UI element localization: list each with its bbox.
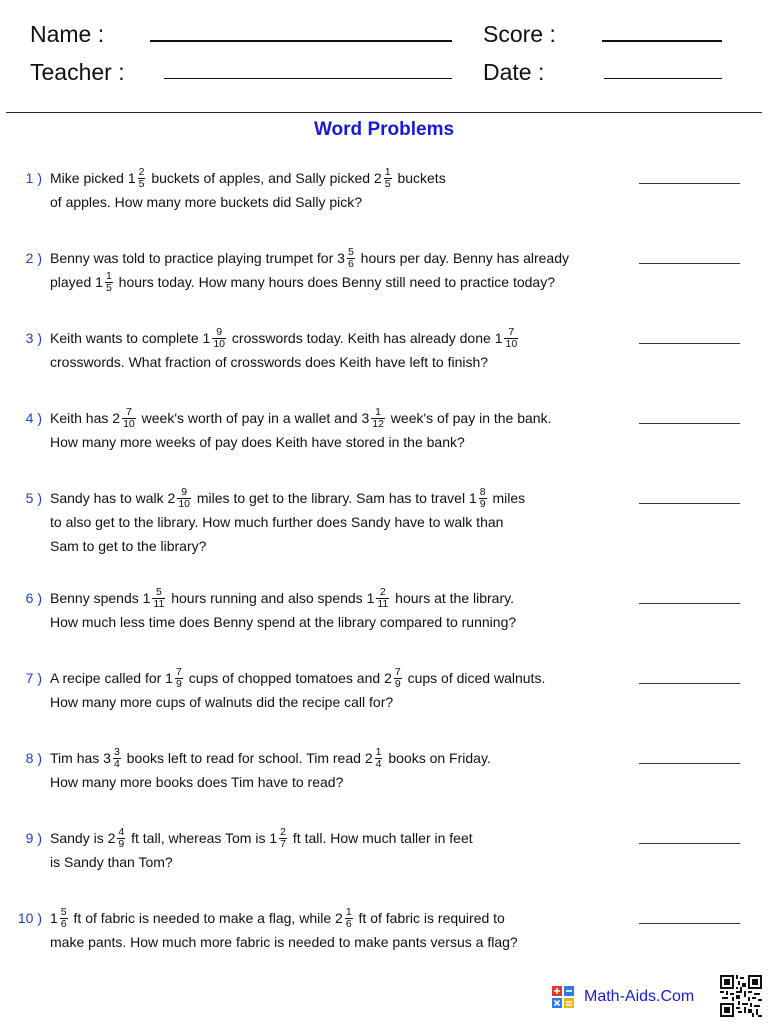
denominator: 5 <box>384 177 391 190</box>
mixed-number <box>469 486 489 511</box>
answer-blank[interactable] <box>639 183 740 184</box>
problem-line <box>50 690 610 714</box>
fraction <box>504 327 518 350</box>
mixed-number <box>384 666 404 691</box>
mixed-number <box>335 906 355 931</box>
numerator: 1 <box>375 745 382 758</box>
score-label: Score : <box>483 21 556 47</box>
answer-blank[interactable] <box>639 503 740 504</box>
denominator: 9 <box>479 497 486 510</box>
whole-part: 3 <box>103 750 111 766</box>
problem-line <box>50 906 610 930</box>
text-segment: hours at the library. <box>391 590 514 606</box>
fraction <box>394 667 402 690</box>
fraction <box>375 747 383 770</box>
fraction <box>384 167 392 190</box>
mixed-number <box>50 906 70 931</box>
score-field-line[interactable] <box>602 40 722 42</box>
denominator: 9 <box>118 837 125 850</box>
denominator: 4 <box>375 757 382 770</box>
problem-number: 3 ) <box>25 330 42 346</box>
fraction <box>279 827 287 850</box>
fraction <box>345 907 353 930</box>
problem-line <box>50 326 610 350</box>
numerator: 7 <box>394 665 401 678</box>
problem-text <box>50 906 610 954</box>
numerator: 1 <box>105 269 112 282</box>
whole-part: 2 <box>335 910 343 926</box>
text-segment: miles <box>488 490 526 506</box>
problem-number: 5 ) <box>25 490 42 506</box>
text-segment: ft tall, whereas Tom is <box>127 830 270 846</box>
denominator: 12 <box>372 417 384 430</box>
answer-blank[interactable] <box>639 843 740 844</box>
answer-blank[interactable] <box>639 603 740 604</box>
mixed-number <box>128 166 148 191</box>
fraction <box>113 747 121 770</box>
text-segment: Sam to get to the library? <box>50 538 207 554</box>
denominator: 11 <box>153 597 165 610</box>
numerator: 1 <box>384 165 391 178</box>
problem-text <box>50 586 610 634</box>
text-segment: hours running and also spends <box>167 590 367 606</box>
text-segment: crosswords today. Keith has already done <box>228 330 495 346</box>
problem-line <box>50 270 610 294</box>
numerator: 5 <box>347 245 354 258</box>
text-segment: Benny spends <box>50 590 143 606</box>
text-segment: is Sandy than Tom? <box>50 854 173 870</box>
numerator: 5 <box>60 905 67 918</box>
teacher-field-line[interactable] <box>164 78 452 79</box>
problem-text <box>50 326 610 374</box>
problem-text <box>50 166 610 214</box>
problem-number: 9 ) <box>25 830 42 846</box>
mixed-number <box>337 246 357 271</box>
denominator: 7 <box>280 837 287 850</box>
fraction <box>138 167 146 190</box>
whole-part: 1 <box>366 590 375 606</box>
answer-blank[interactable] <box>639 763 740 764</box>
denominator: 6 <box>347 257 354 270</box>
fraction <box>152 587 165 610</box>
numerator: 3 <box>113 745 120 758</box>
problem-text <box>50 746 610 794</box>
denominator: 10 <box>213 337 226 350</box>
whole-part: 2 <box>167 490 176 506</box>
problem-line <box>50 666 610 690</box>
whole-part: 2 <box>384 670 392 686</box>
fraction <box>371 407 385 430</box>
text-segment: How many more cups of walnuts did the recipe call for? <box>50 694 394 710</box>
name-field-line[interactable] <box>150 40 452 42</box>
problem-line <box>50 826 610 850</box>
mixed-number <box>112 406 137 431</box>
date-field-line[interactable] <box>604 78 722 79</box>
problem-line <box>50 430 610 454</box>
worksheet-title: Word Problems <box>313 119 455 140</box>
mixed-number <box>495 326 520 351</box>
whole-part: 1 <box>50 910 58 926</box>
mixed-number <box>103 746 123 771</box>
problem-number: 6 ) <box>25 590 42 606</box>
mixed-number <box>365 746 385 771</box>
text-segment: hours per day. Benny has already <box>356 250 569 266</box>
numerator: 7 <box>504 327 518 339</box>
whole-part: 1 <box>202 330 211 346</box>
site-link[interactable]: Math-Aids.Com <box>584 988 695 1005</box>
text-segment: week's of pay in the bank. <box>386 410 552 426</box>
denominator: 5 <box>138 177 145 190</box>
problem-text <box>50 246 610 294</box>
problem-text <box>50 666 610 714</box>
numerator: 9 <box>212 327 226 339</box>
text-segment: week's worth of pay in a wallet and <box>137 410 362 426</box>
denominator: 10 <box>123 417 135 430</box>
text-segment: Keith wants to complete <box>50 330 203 346</box>
text-segment: Tim has <box>50 750 104 766</box>
denominator: 6 <box>345 917 352 930</box>
denominator: 11 <box>377 597 389 610</box>
name-label: Name : <box>30 21 105 47</box>
denominator: 9 <box>394 677 401 690</box>
denominator: 5 <box>105 281 112 294</box>
mixed-number <box>95 270 115 295</box>
mixed-number <box>108 826 128 851</box>
whole-part: 3 <box>337 250 345 266</box>
fraction <box>376 587 389 610</box>
text-segment: How many more books does Tim have to read? <box>50 774 344 790</box>
text-segment: crosswords. What fraction of crosswords does Keith have left to finish? <box>50 354 489 370</box>
numerator: 5 <box>152 587 165 599</box>
date-label: Date : <box>483 59 545 85</box>
problem-line <box>50 930 610 954</box>
problem-number: 2 ) <box>25 250 42 266</box>
problem-line <box>50 190 610 214</box>
text-segment: cups of diced walnuts. <box>403 670 546 686</box>
whole-part: 3 <box>361 410 370 426</box>
text-segment: buckets <box>393 170 446 186</box>
text-segment: How many more weeks of pay does Keith have stored in the bank? <box>50 434 465 450</box>
text-segment: How much less time does Benny spend at the library compared to running? <box>50 614 517 630</box>
problem-number: 1 ) <box>25 170 42 186</box>
problem-number: 7 ) <box>25 670 42 686</box>
whole-part: 1 <box>142 590 151 606</box>
whole-part: 2 <box>112 410 121 426</box>
text-segment: Benny was told to practice playing trumpet for <box>50 250 338 266</box>
problem-number: 4 ) <box>25 410 42 426</box>
fraction <box>117 827 125 850</box>
text-segment: books on Friday. <box>384 750 491 766</box>
text-segment: of apples. How many more buckets did Sally pick? <box>50 194 363 210</box>
problem-line <box>50 350 610 374</box>
mixed-number <box>143 586 168 611</box>
answer-blank[interactable] <box>639 923 740 924</box>
mixed-number <box>367 586 392 611</box>
text-segment: cups of chopped tomatoes and <box>184 670 385 686</box>
problem-line <box>50 610 610 634</box>
problem-line <box>50 850 610 874</box>
problem-line <box>50 770 610 794</box>
numerator: 8 <box>479 485 486 498</box>
problem-number: 8 ) <box>25 750 42 766</box>
fraction <box>479 487 487 510</box>
denominator: 10 <box>505 337 518 350</box>
fraction <box>105 271 113 294</box>
mixed-number <box>361 406 386 431</box>
answer-blank[interactable] <box>639 263 740 264</box>
whole-part: 2 <box>107 830 116 846</box>
numerator: 2 <box>376 587 389 599</box>
text-segment: make pants. How much more fabric is needed to make pants versus a flag? <box>50 934 518 950</box>
answer-blank[interactable] <box>639 683 740 684</box>
numerator: 1 <box>345 905 352 918</box>
whole-part: 2 <box>364 750 373 766</box>
problem-line <box>50 246 610 270</box>
denominator: 9 <box>175 677 182 690</box>
mixed-number <box>203 326 228 351</box>
denominator: 6 <box>60 917 67 930</box>
whole-part: 1 <box>127 170 136 186</box>
answer-blank[interactable] <box>639 423 740 424</box>
problem-line <box>50 746 610 770</box>
text-segment: Sandy has to walk <box>50 490 168 506</box>
answer-blank[interactable] <box>639 343 740 344</box>
mixed-number <box>165 666 185 691</box>
numerator: 9 <box>177 487 191 499</box>
problem-line <box>50 406 610 430</box>
calculator-icon <box>551 985 575 1009</box>
denominator: 10 <box>178 497 190 510</box>
problem-text <box>50 406 610 454</box>
fraction <box>177 487 191 510</box>
text-segment: hours today. How many hours does Benny still need to practice today? <box>114 274 556 290</box>
denominator: 4 <box>113 757 120 770</box>
mixed-number <box>269 826 289 851</box>
text-segment: ft of fabric is needed to make a flag, while <box>69 910 336 926</box>
numerator: 4 <box>118 825 125 838</box>
whole-part: 1 <box>494 330 503 346</box>
problem-text <box>50 826 610 874</box>
qr-code-icon <box>720 975 762 1017</box>
fraction <box>347 247 355 270</box>
numerator: 1 <box>371 407 385 419</box>
problem-line <box>50 534 610 558</box>
whole-part: 1 <box>165 670 173 686</box>
text-segment: buckets of apples, and Sally picked <box>147 170 374 186</box>
header-divider <box>6 112 762 113</box>
fraction <box>175 667 183 690</box>
mixed-number <box>374 166 394 191</box>
text-segment: ft tall. How much taller in feet <box>289 830 473 846</box>
text-segment: to also get to the library. How much further does Sandy have to walk than <box>50 514 504 530</box>
text-segment: A recipe called for <box>50 670 166 686</box>
numerator: 7 <box>122 407 136 419</box>
text-segment: ft of fabric is required to <box>354 910 505 926</box>
text-segment: miles to get to the library. Sam has to travel <box>193 490 469 506</box>
whole-part: 1 <box>95 274 103 290</box>
numerator: 2 <box>280 825 287 838</box>
teacher-label: Teacher : <box>30 59 125 85</box>
text-segment: Mike picked <box>50 170 128 186</box>
numerator: 7 <box>175 665 182 678</box>
whole-part: 1 <box>468 490 477 506</box>
text-segment: Sandy is <box>50 830 108 846</box>
mixed-number <box>168 486 193 511</box>
numerator: 2 <box>138 165 145 178</box>
problem-text <box>50 486 610 558</box>
problem-number: 10 ) <box>17 910 42 926</box>
whole-part: 1 <box>269 830 278 846</box>
fraction <box>212 327 226 350</box>
problem-line <box>50 486 610 510</box>
text-segment: Keith has <box>50 410 113 426</box>
whole-part: 2 <box>373 170 382 186</box>
text-segment: books left to read for school. Tim read <box>122 750 365 766</box>
problem-line <box>50 166 610 190</box>
fraction <box>60 907 68 930</box>
text-segment: played <box>50 274 96 290</box>
problem-line <box>50 586 610 610</box>
fraction <box>122 407 136 430</box>
problem-line <box>50 510 610 534</box>
